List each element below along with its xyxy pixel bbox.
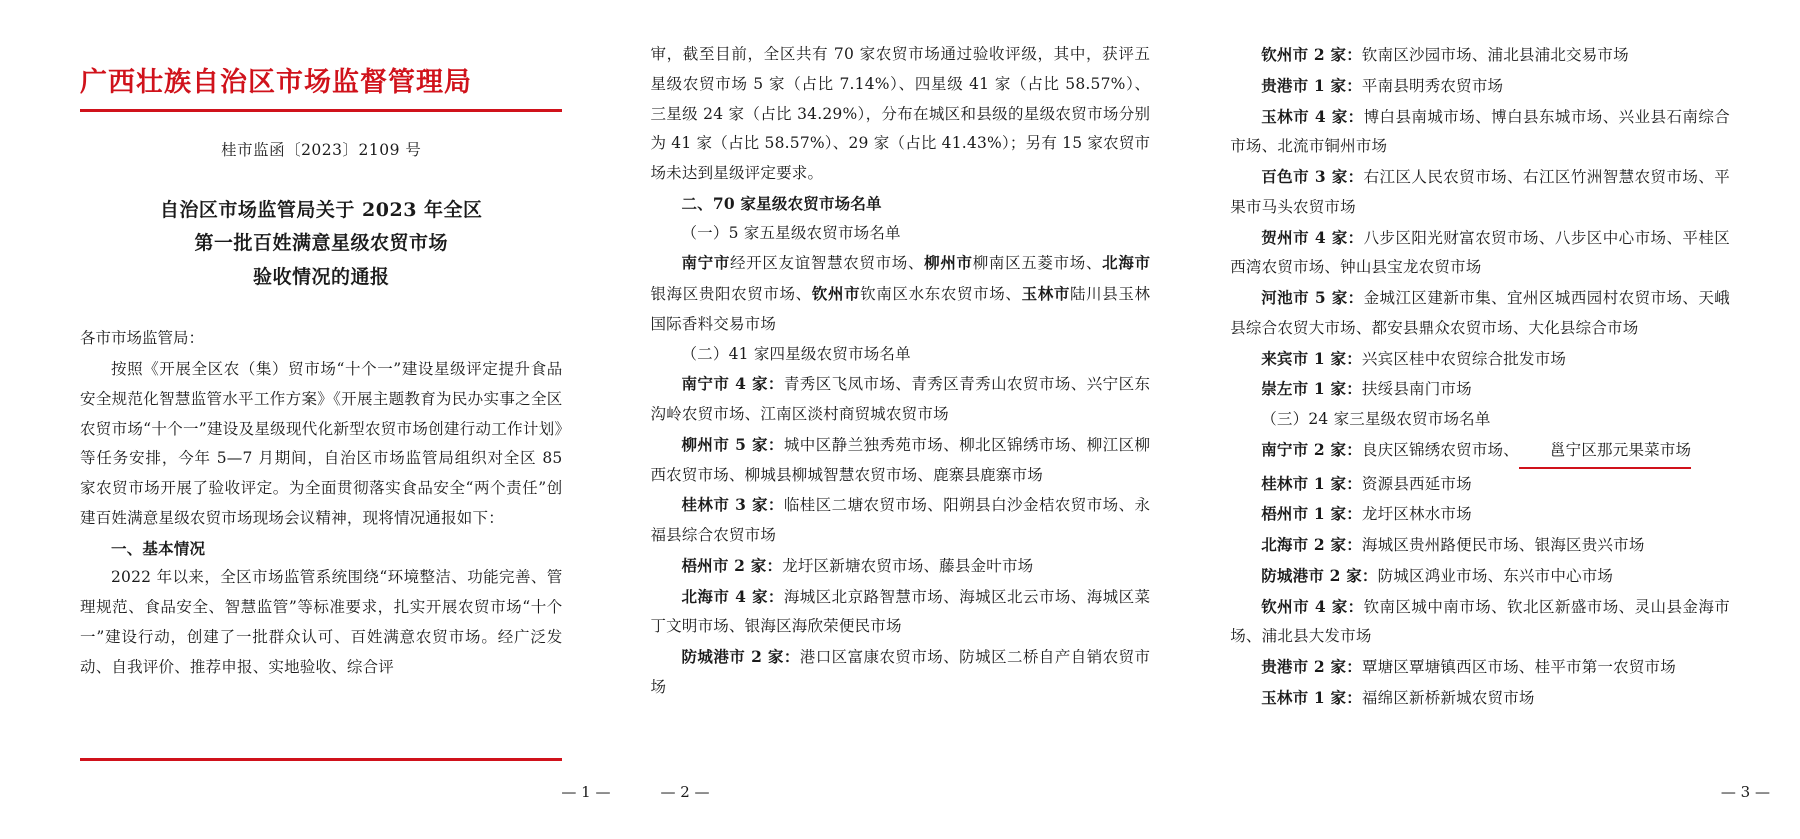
three-star-markets: 钦南区城中南市场、钦北区新盛市场、灵山县金海市场、浦北县大发市场 [1230,597,1730,646]
three-star-entry [1230,652,1730,683]
three-star-entry [1230,683,1730,714]
four-star-entry [650,642,1150,703]
page-2 [610,40,1190,819]
three-star-list [1230,435,1730,714]
three-star-city: 贵港市 2 家： [1261,657,1362,676]
three-star-markets: 资源县西延市场 [1361,474,1472,493]
four-star-entry [1230,344,1730,375]
three-star-markets: 龙圩区林水市场 [1361,505,1472,524]
paragraph-2: 2022 年以来，全区市场监管系统围绕“环境整洁、功能完善、管理规范、食品安全、智慧监管”等标准要求，扎实开展农贸市场“十个一”建设行动，创建了一批群众认可、百姓满意农贸市场。经广泛发动、自我评价、推荐申报、实地验收、综合评 [80,568,563,676]
three-star-entry [1230,435,1730,469]
three-star-city: 玉林市 1 家： [1261,687,1362,707]
org-title: 广西壮族自治区市场监督管理局 [80,67,472,98]
page-3-body [1230,40,1730,714]
section-2-title: 二、70 家星级农贸市场名单 [681,193,882,213]
four-star-city: 玉林市 4 家： [1261,106,1364,126]
four-star-city: 防城港市 2 家： [681,647,800,666]
four-star-markets: 金城江区建新市集、宜州区城西园村农贸市场、天峨县综合农贸大市场、都安县鼎众农贸市场、大化县综合市场 [1230,289,1730,337]
four-star-markets: 临桂区二塘农贸市场、阳朔县白沙金桔农贸市场、永福县综合农贸市场 [650,496,1151,544]
three-star-entry [1230,499,1730,530]
four-star-markets: 青秀区飞凤市场、青秀区青秀山农贸市场、兴宁区东沟岭农贸市场、江南区淡村商贸城农贸市场 [650,375,1151,423]
four-star-city: 来宾市 1 家： [1261,348,1362,368]
four-star-city: 钦州市 2 家： [1261,45,1362,64]
four-star-markets: 博白县南城市场、博白县东城市场、兴业县石南综合市场、北流市铜州市场 [1230,107,1730,156]
page-3 [1190,40,1770,819]
page-1 [30,40,610,819]
subsection-1-title: （一）5 家五星级农贸市场名单 [681,223,901,242]
section-1-title: 一、基本情况 [111,538,206,558]
five-star-markets: 陆川县玉林国际香料交易市场 [650,285,1151,333]
four-star-markets: 龙圩区新塘农贸市场、藤县金叶市场 [782,556,1034,575]
three-star-markets: 海城区贵州路便民市场、银海区贵兴市场 [1361,536,1645,554]
three-star-city: 防城港市 2 家： [1261,565,1378,585]
four-star-entry [1230,162,1730,223]
four-star-entry [1230,102,1730,163]
three-star-markets: 防城区鸿业市场、东兴市中心市场 [1377,566,1614,585]
three-star-entry [1230,561,1730,592]
four-star-city: 桂林市 3 家： [681,495,784,515]
four-star-markets: 兴宾区桂中农贸综合批发市场 [1361,349,1567,368]
three-star-city: 钦州市 4 家： [1261,596,1364,616]
paragraph-1: 按照《开展全区农（集）贸市场“十个一”建设星级评定提升食品安全规范化智慧监管水平工作方案》《开展主题教育为民办实事之全区农贸市场“十个一”建设及星级现代化新型农贸市场创建行动工作计划》等任务安排，今年 5—7 月期间，自治区市场监管局组织对全区 85 家农贸市场开展了验收评定。为全面贯彻落实食品安全“两个责任”创建百姓满意星级农贸市场现场会议精神，现将情况通报如下： [80,360,563,527]
four-star-markets: 海城区北京路智慧市场、海城区北云市场、海城区菜丁文明市场、银海区海欣荣便民市场 [650,587,1151,636]
four-star-markets: 钦南区沙园市场、浦北县浦北交易市场 [1361,46,1629,64]
doc-title-line-3: 验收情况的通报 [252,265,390,288]
subsection-3-title: （三）24 家三星级农贸市场名单 [1261,410,1491,428]
five-star-markets: 柳南区五菱市场、 [972,254,1103,273]
four-star-entry [1230,71,1730,102]
four-star-city: 河池市 5 家： [1261,288,1364,307]
four-star-entry [1230,374,1730,405]
five-star-city: 北海市 [1102,253,1151,273]
three-star-markets: 福绵区新桥新城农贸市场 [1361,688,1535,707]
four-star-entry [650,430,1150,491]
four-star-city: 南宁市 4 家： [681,374,784,394]
header-red-rule [80,109,562,112]
four-star-city: 崇左市 1 家： [1261,379,1362,399]
four-star-markets: 平南县明秀农贸市场 [1361,76,1504,95]
four-star-entry [650,582,1150,643]
three-star-markets: 覃塘区覃塘镇西区市场、桂平市第一农贸市场 [1361,658,1676,676]
four-star-list-part-1 [650,369,1150,702]
four-star-list-part-2 [1230,40,1730,405]
three-star-city: 桂林市 1 家： [1261,473,1362,493]
four-star-city: 贵港市 1 家： [1261,75,1362,95]
five-star-city: 玉林市 [1021,284,1070,303]
page-2-body [650,40,1150,703]
four-star-city: 柳州市 5 家： [681,434,784,454]
four-star-entry [1230,223,1730,284]
three-star-entry [1230,469,1730,500]
five-star-city: 柳州市 [924,253,973,273]
three-star-city: 梧州市 1 家： [1261,504,1362,524]
doc-title-line-1: 自治区市场监管局关于 2023 年全区 [159,199,483,221]
five-star-markets: 钦南区水东农贸市场、 [860,285,1022,303]
four-star-markets: 港口区富康农贸市场、防城区二桥自产自销农贸市场 [650,648,1151,696]
four-star-city: 贺州市 4 家： [1261,227,1364,247]
five-star-city: 南宁市 [681,253,731,273]
five-star-markets: 经开区友谊智慧农贸市场、 [730,254,925,273]
three-star-city: 北海市 2 家： [1261,535,1362,554]
highlighted-market-name: 邕宁区那元果菜市场 [1519,436,1691,469]
page-number-1: — 1 — [561,783,611,801]
doc-number: 桂市监函〔2023〕2109 号 [221,141,422,159]
four-star-city: 北海市 4 家： [681,586,784,606]
three-star-entry [1230,592,1730,653]
salutation: 各市市场监管局： [80,328,205,347]
three-star-city: 南宁市 2 家： [1261,439,1362,459]
page-number-3: — 3 — [1720,783,1770,801]
footer-red-rule [80,758,562,761]
subsection-2-title: （二）41 家四星级农贸市场名单 [681,344,911,363]
page-number-2: — 2 — [660,783,710,801]
four-star-entry [650,551,1150,582]
four-star-entry [650,369,1150,430]
three-star-markets: 良庆区锦绣农贸市场、 [1361,440,1519,459]
doc-title-line-2: 第一批百姓满意星级农贸市场 [194,232,448,255]
four-star-entry [1230,283,1730,344]
four-star-markets: 城中区静兰独秀苑市场、柳北区锦绣市场、柳江区柳西农贸市场、柳城县柳城智慧农贸市场、鹿寨县鹿寨市场 [650,435,1151,484]
four-star-markets: 八步区阳光财富农贸市场、八步区中心市场、平桂区西湾农贸市场、钟山县宝龙农贸市场 [1230,228,1730,277]
five-star-list [650,248,1150,339]
four-star-entry [1230,40,1730,71]
paragraph-2-continued: 审，截至目前，全区共有 70 家农贸市场通过验收评级，其中，获评五星级农贸市场 5 家（占比 7.14%）、四星级 41 家（占比 58.57%）、三星级 24 家（占比 34.29%），分布在城区和县级的星级农贸市场分别为 41 家（占比 58.57%）、29 家（占比 41.43%）；另有 15 家农贸市场未达到星级评定要求。 [650,45,1151,182]
four-star-city: 梧州市 2 家： [681,555,783,575]
four-star-markets: 扶绥县南门市场 [1361,380,1472,399]
four-star-city: 百色市 3 家： [1261,167,1364,186]
five-star-city: 钦州市 [811,284,861,303]
page-title [80,194,562,294]
four-star-markets: 右江区人民农贸市场、右江区竹洲智慧农贸市场、平果市马头农贸市场 [1230,168,1730,216]
four-star-entry [650,490,1150,551]
five-star-markets: 银海区贵阳农贸市场、 [650,285,812,303]
three-star-entry [1230,530,1730,561]
